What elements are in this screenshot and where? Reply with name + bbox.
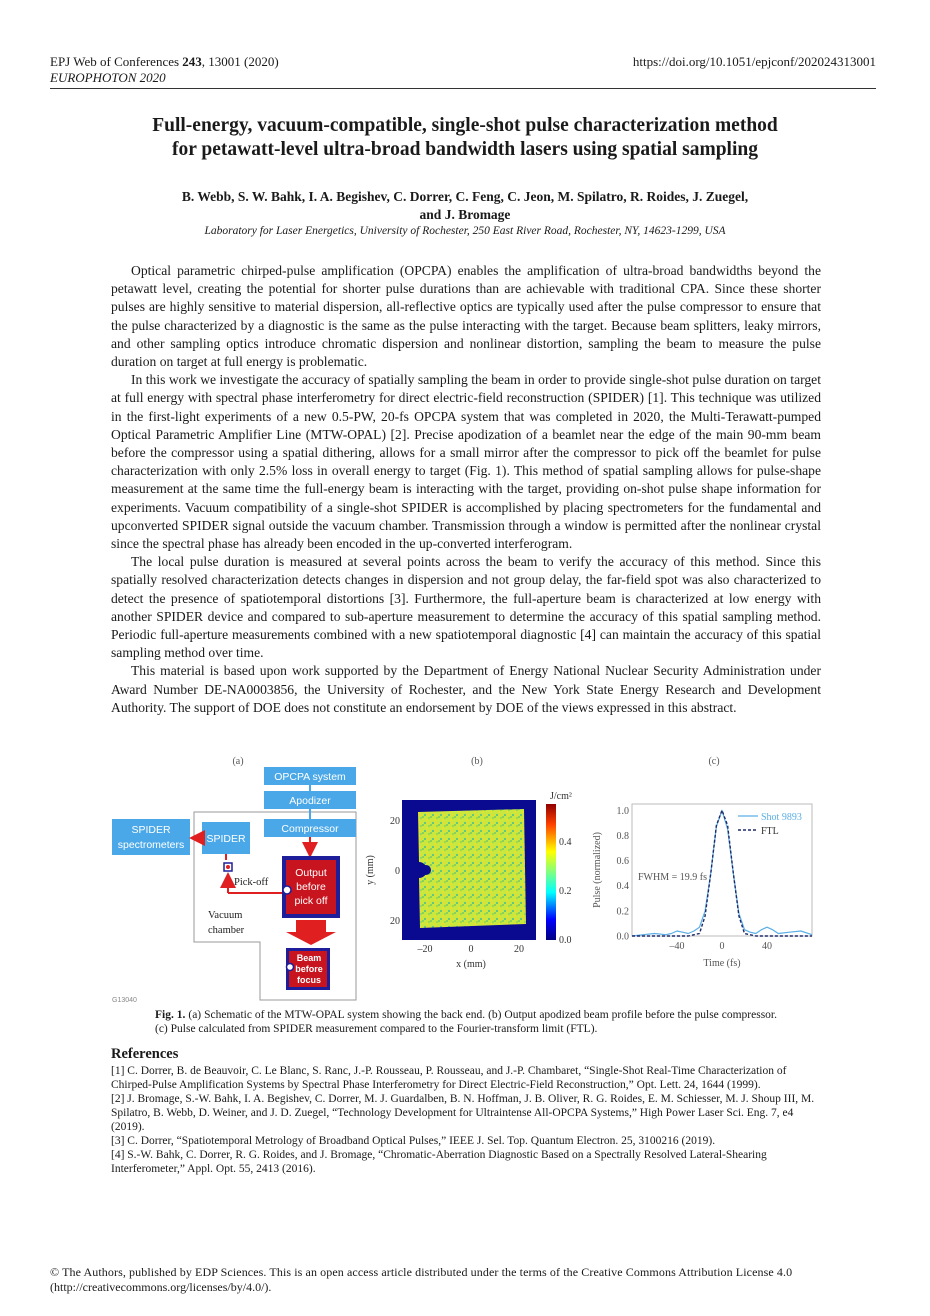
- journal-volume: 243: [182, 54, 202, 69]
- doi-link[interactable]: https://doi.org/10.1051/epjconf/202024313001: [632, 54, 876, 69]
- figure-caption: [155, 1008, 777, 1036]
- colorbar-unit: J/cm²: [550, 791, 572, 802]
- legend-label-ftl: FTL: [761, 826, 779, 837]
- y-tick-label: 0.0: [616, 931, 629, 943]
- apodizer-label: Apodizer: [289, 795, 331, 807]
- colorbar-tick: 0.2: [559, 886, 572, 897]
- legend: [738, 812, 802, 837]
- output-label-2: before: [296, 881, 326, 893]
- x-tick: –20: [417, 944, 433, 955]
- figure-code: G13040: [112, 997, 137, 1004]
- beam-profile-image: [418, 809, 526, 928]
- pickoff-label: Pick-off: [234, 877, 269, 888]
- affiliation: Laboratory for Laser Energetics, University of Rochester, 250 East River Road, Rochester, NY, 14623-1299, USA: [204, 225, 726, 237]
- colorbar-tick: 0.0: [559, 935, 572, 946]
- pulse-chart-panel: [592, 804, 812, 969]
- legend-label-shot: Shot 9893: [761, 812, 802, 823]
- output-label-1: Output: [295, 867, 327, 879]
- compressor-label: Compressor: [281, 823, 339, 835]
- opcpa-label: OPCPA system: [274, 771, 346, 783]
- title-line-2: for petawatt-level ultra-broad bandwidth lasers using spatial sampling: [172, 139, 758, 160]
- panel-c-label: (c): [708, 756, 720, 767]
- spectrometers-label-2: spectrometers: [117, 839, 185, 851]
- x-tick-label: 40: [762, 941, 772, 952]
- reference-item: [4] S.-W. Bahk, C. Dorrer, R. G. Roides, and J. Bromage, “Chromatic-Aberration Diagnostic Based on a Spectrally Resolved Lateral-Shearing Interferometer,” Appl. Opt. 55, 2413 (2016).: [111, 1149, 767, 1175]
- header-rule: [50, 88, 876, 89]
- y-axis-label: Pulse (normalized): [592, 832, 603, 908]
- beam-profile-panel: [365, 791, 572, 970]
- focus-arrow: [286, 920, 336, 945]
- conference-name: EUROPHOTON 2020: [50, 70, 166, 85]
- reference-item: [3] C. Dorrer, “Spatiotemporal Metrology of Broadband Optical Pulses,” IEEE J. Sel. Top. Quantum Electron. 25, 3100216 (2019).: [111, 1135, 716, 1147]
- x-tick-label: 0: [719, 941, 725, 952]
- abstract-body: [111, 262, 821, 717]
- y-tick-label: 1.0: [616, 805, 629, 817]
- authors: [60, 188, 870, 224]
- license-line-1: © The Authors, published by EDP Sciences. This is an open access article distributed under the terms of the Creative Commons Attribution License 4.0: [50, 1265, 793, 1279]
- y-ticks: [617, 806, 630, 943]
- schematic-panel: [112, 767, 356, 1004]
- y-axis-label: y (mm): [365, 855, 376, 885]
- license-footer: [50, 1265, 876, 1295]
- y-tick: 0: [395, 866, 400, 877]
- vacuum-label-2: chamber: [208, 925, 245, 936]
- output-label-3: pick off: [294, 895, 328, 907]
- panel-b-label: (b): [471, 756, 483, 767]
- x-tick: 0: [468, 944, 474, 955]
- fwhm-annotation: FWHM = 19.9 fs: [638, 872, 707, 883]
- x-ticks: [669, 941, 773, 952]
- paragraph: Optical parametric chirped-pulse amplification (OPCPA) enables the amplification of ultra-broad bandwidths beyond the petawatt level, creating the potential for shorter pulse durations than are achievable with traditional CPA. Since these shorter pulses are highly sensitive to material dispersion, all-reflective optics are typically used after the pulse compressor to ensure that the pulse characterized by a diagnostic is the same as the pulse interacting with the target. Because beam splitters, leaky mirrors, and other sampling optics introduce chromatic dispersion and nonlinear distortion, sampling the beam to measure the pulse duration on target at full energy is problematic.: [111, 263, 821, 370]
- paragraph: In this work we investigate the accuracy of spatially sampling the beam in order to provide single-shot pulse duration on target at full energy with spectral phase interferometry for direct electric-field reconstruction (SPIDER) [1]. This technique was utilized in the first-light experiments of a new 0.5-PW, 20-fs OPCPA system that was completed in 2020, the Multi-Terawatt-pumped Optical Parametric Amplifier Line (MTW-OPAL) [2]. Precise apodization of a beamlet near the edge of the main 90-mm beam before the compressor using a spatial dithering, allows for a small mirror after the compressor to pick off the beamlet for pulse characterization with only 2.5% loss in overall energy to target (Fig. 1). This method of spatial sampling allows for pulse-shape measurement at the same time the full-energy beam is interacting with the target, providing on-shot pulse shape information for experiments. Vacuum compatibility of a single-shot SPIDER is accomplished by placing spectrometers for the fundamental and upconverted SPIDER signal outside the vacuum chamber. Transmission through a window is permitted after the nonlinear crystal since the spectral phase has already been encoded in the up-converted interferogram.: [111, 372, 821, 552]
- y-tick-label: 0.6: [616, 856, 629, 868]
- beam-label-3: focus: [296, 975, 322, 985]
- x-tick-label: –40: [669, 941, 685, 952]
- references-list: [111, 1064, 823, 1176]
- vacuum-label-1: Vacuum: [208, 910, 243, 921]
- beam-label-2: before: [295, 964, 323, 974]
- x-axis-label: x (mm): [456, 959, 486, 970]
- y-tick: 20: [390, 916, 400, 927]
- y-tick-label: 0.4: [616, 881, 629, 893]
- references-heading: References: [111, 1046, 179, 1062]
- beamlet-dot: [226, 865, 230, 869]
- sampling-notch: [421, 865, 431, 875]
- output-pickoff-dot: [283, 886, 291, 894]
- license-link[interactable]: (http://creativecommons.org/licenses/by/4.0/).: [50, 1280, 272, 1294]
- beam-dot: [287, 964, 294, 971]
- caption-text: (a) Schematic of the MTW-OPAL system showing the back end. (b) Output apodized beam profile before the pulse compressor. (c) Pulse calculated from SPIDER measurement compared to the Fourier-transform limit (FTL).: [155, 1009, 777, 1035]
- reference-item: [1] C. Dorrer, B. de Beauvoir, C. Le Blanc, S. Ranc, J.-P. Rousseau, P. Rousseau, and J.-P. Chambaret, “Single-Shot Real-Time Characterization of Chirped-Pulse Amplification Systems by Spectral Phase Interferometry for Direct Electric-Field Reconstruction,” Opt. Lett. 24, 1644 (1999).: [111, 1065, 787, 1091]
- beam-label-1: Beam: [296, 953, 322, 963]
- colorbar-tick: 0.4: [559, 837, 572, 848]
- paragraph: The local pulse duration is measured at several points across the beam to verify the accuracy of this method. Since this spatially resolved characterization detects changes in dispersion and not group delay, the far-field spot was also characterized to detect the presence of spatiotemporal distortions [3]. Furthermore, the full-aperture beam is characterized at low energy with another SPIDER device and compared to sub-aperture measurement to determine the accuracy of this spatial sampling method. Periodic full-aperture measurements combined with a new spatiotemporal diagnostic [4] can maintain the accuracy of this spatial sampling method over time.: [111, 554, 821, 661]
- authors-line-2: and J. Bromage: [419, 207, 511, 222]
- y-tick-label: 0.8: [616, 830, 629, 842]
- x-tick: 20: [514, 944, 524, 955]
- paragraph: This material is based upon work supported by the Department of Energy National Nuclear Security Administration under Award Number DE-NA0003856, the University of Rochester, and the New York State Energy Research and Development Authority. The support of DOE does not constitute an endorsement by DOE of the views expressed in this abstract.: [111, 663, 821, 715]
- colorbar: [546, 804, 556, 940]
- journal-name: EPJ Web of Conferences: [50, 54, 183, 69]
- spectrometers-label-1: SPIDER: [131, 824, 171, 836]
- y-tick-label: 0.2: [616, 906, 629, 918]
- authors-line-1: B. Webb, S. W. Bahk, I. A. Begishev, C. Dorrer, C. Feng, C. Jeon, M. Spilatro, R. Roides, J. Zuegel,: [181, 189, 749, 204]
- title-line-1: Full-energy, vacuum-compatible, single-shot pulse characterization method: [152, 115, 778, 136]
- plot-frame: [632, 804, 812, 936]
- panel-a-label: (a): [232, 756, 244, 767]
- paper-title: [60, 114, 870, 162]
- y-tick: 20: [390, 816, 400, 827]
- reference-item: [2] J. Bromage, S.-W. Bahk, I. A. Begishev, C. Dorrer, M. J. Guardalben, B. N. Hoffman, J. B. Oliver, R. G. Roides, E. M. Schiesser, M. J. Shoup III, M. Spilatro, B. Webb, D. Weiner, and J. D. Zuegel, “Technology Development for Ultraintense All-OPCPA Systems,” High Power Laser Sci. Eng. 7, e4 (2019).: [111, 1093, 815, 1133]
- spider-label: SPIDER: [206, 833, 246, 845]
- running-header: [50, 54, 279, 86]
- caption-label: Fig. 1.: [155, 1009, 186, 1021]
- x-axis-label: Time (fs): [703, 958, 741, 969]
- article-number: , 13001 (2020): [201, 54, 279, 69]
- figure-1: [110, 752, 822, 1008]
